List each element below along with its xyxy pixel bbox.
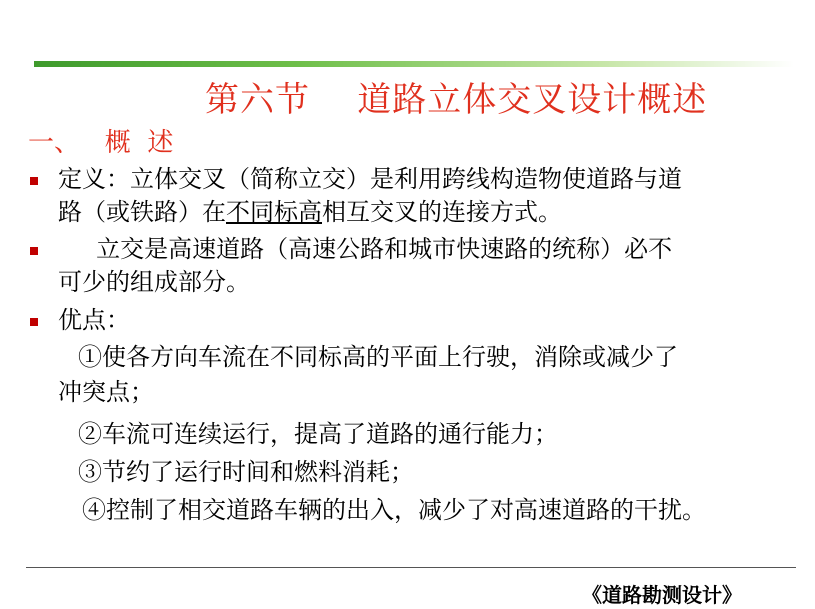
top-decorative-bar bbox=[34, 61, 794, 67]
definition-line-2 bbox=[58, 200, 562, 224]
advantages-heading: 优点： bbox=[58, 306, 130, 334]
advantage-item-2: ②车流可连续运行，提高了道路的通行能力； bbox=[78, 420, 558, 448]
bullet-marker bbox=[30, 247, 38, 255]
advantage-item-1-line-2: 冲突点； bbox=[58, 378, 154, 406]
advantage-item-4: ④控制了相交道路车辆的出入，减少了对高速道路的干扰。 bbox=[82, 496, 706, 524]
bullet-marker bbox=[30, 177, 38, 185]
importance-line-1: 立交是高速道路（高速公路和城市快速路的统称）必不 bbox=[58, 235, 673, 263]
advantage-item-3: ③节约了运行时间和燃料消耗； bbox=[78, 458, 414, 486]
bullet-marker bbox=[30, 318, 38, 326]
importance-line-2: 可少的组成部分。 bbox=[58, 268, 250, 296]
underlined-term: 不同标高 bbox=[226, 198, 322, 226]
footer-divider bbox=[26, 567, 796, 568]
slide-title: 第六节 道路立体交叉设计概述 bbox=[205, 80, 708, 120]
definition-line-1: 定义：立体交叉（简称立交）是利用跨线构造物使道路与道 bbox=[58, 165, 682, 193]
definition-line-2-prefix: 路（或铁路）在 bbox=[58, 198, 226, 226]
footer-course-title: 《道路勘测设计》 bbox=[582, 583, 742, 607]
advantage-item-1-line-1: ①使各方向车流在不同标高的平面上行驶，消除或减少了 bbox=[78, 343, 678, 371]
definition-line-2-suffix: 相互交叉的连接方式。 bbox=[322, 198, 562, 226]
section-heading: 一、 概 述 bbox=[28, 128, 174, 158]
